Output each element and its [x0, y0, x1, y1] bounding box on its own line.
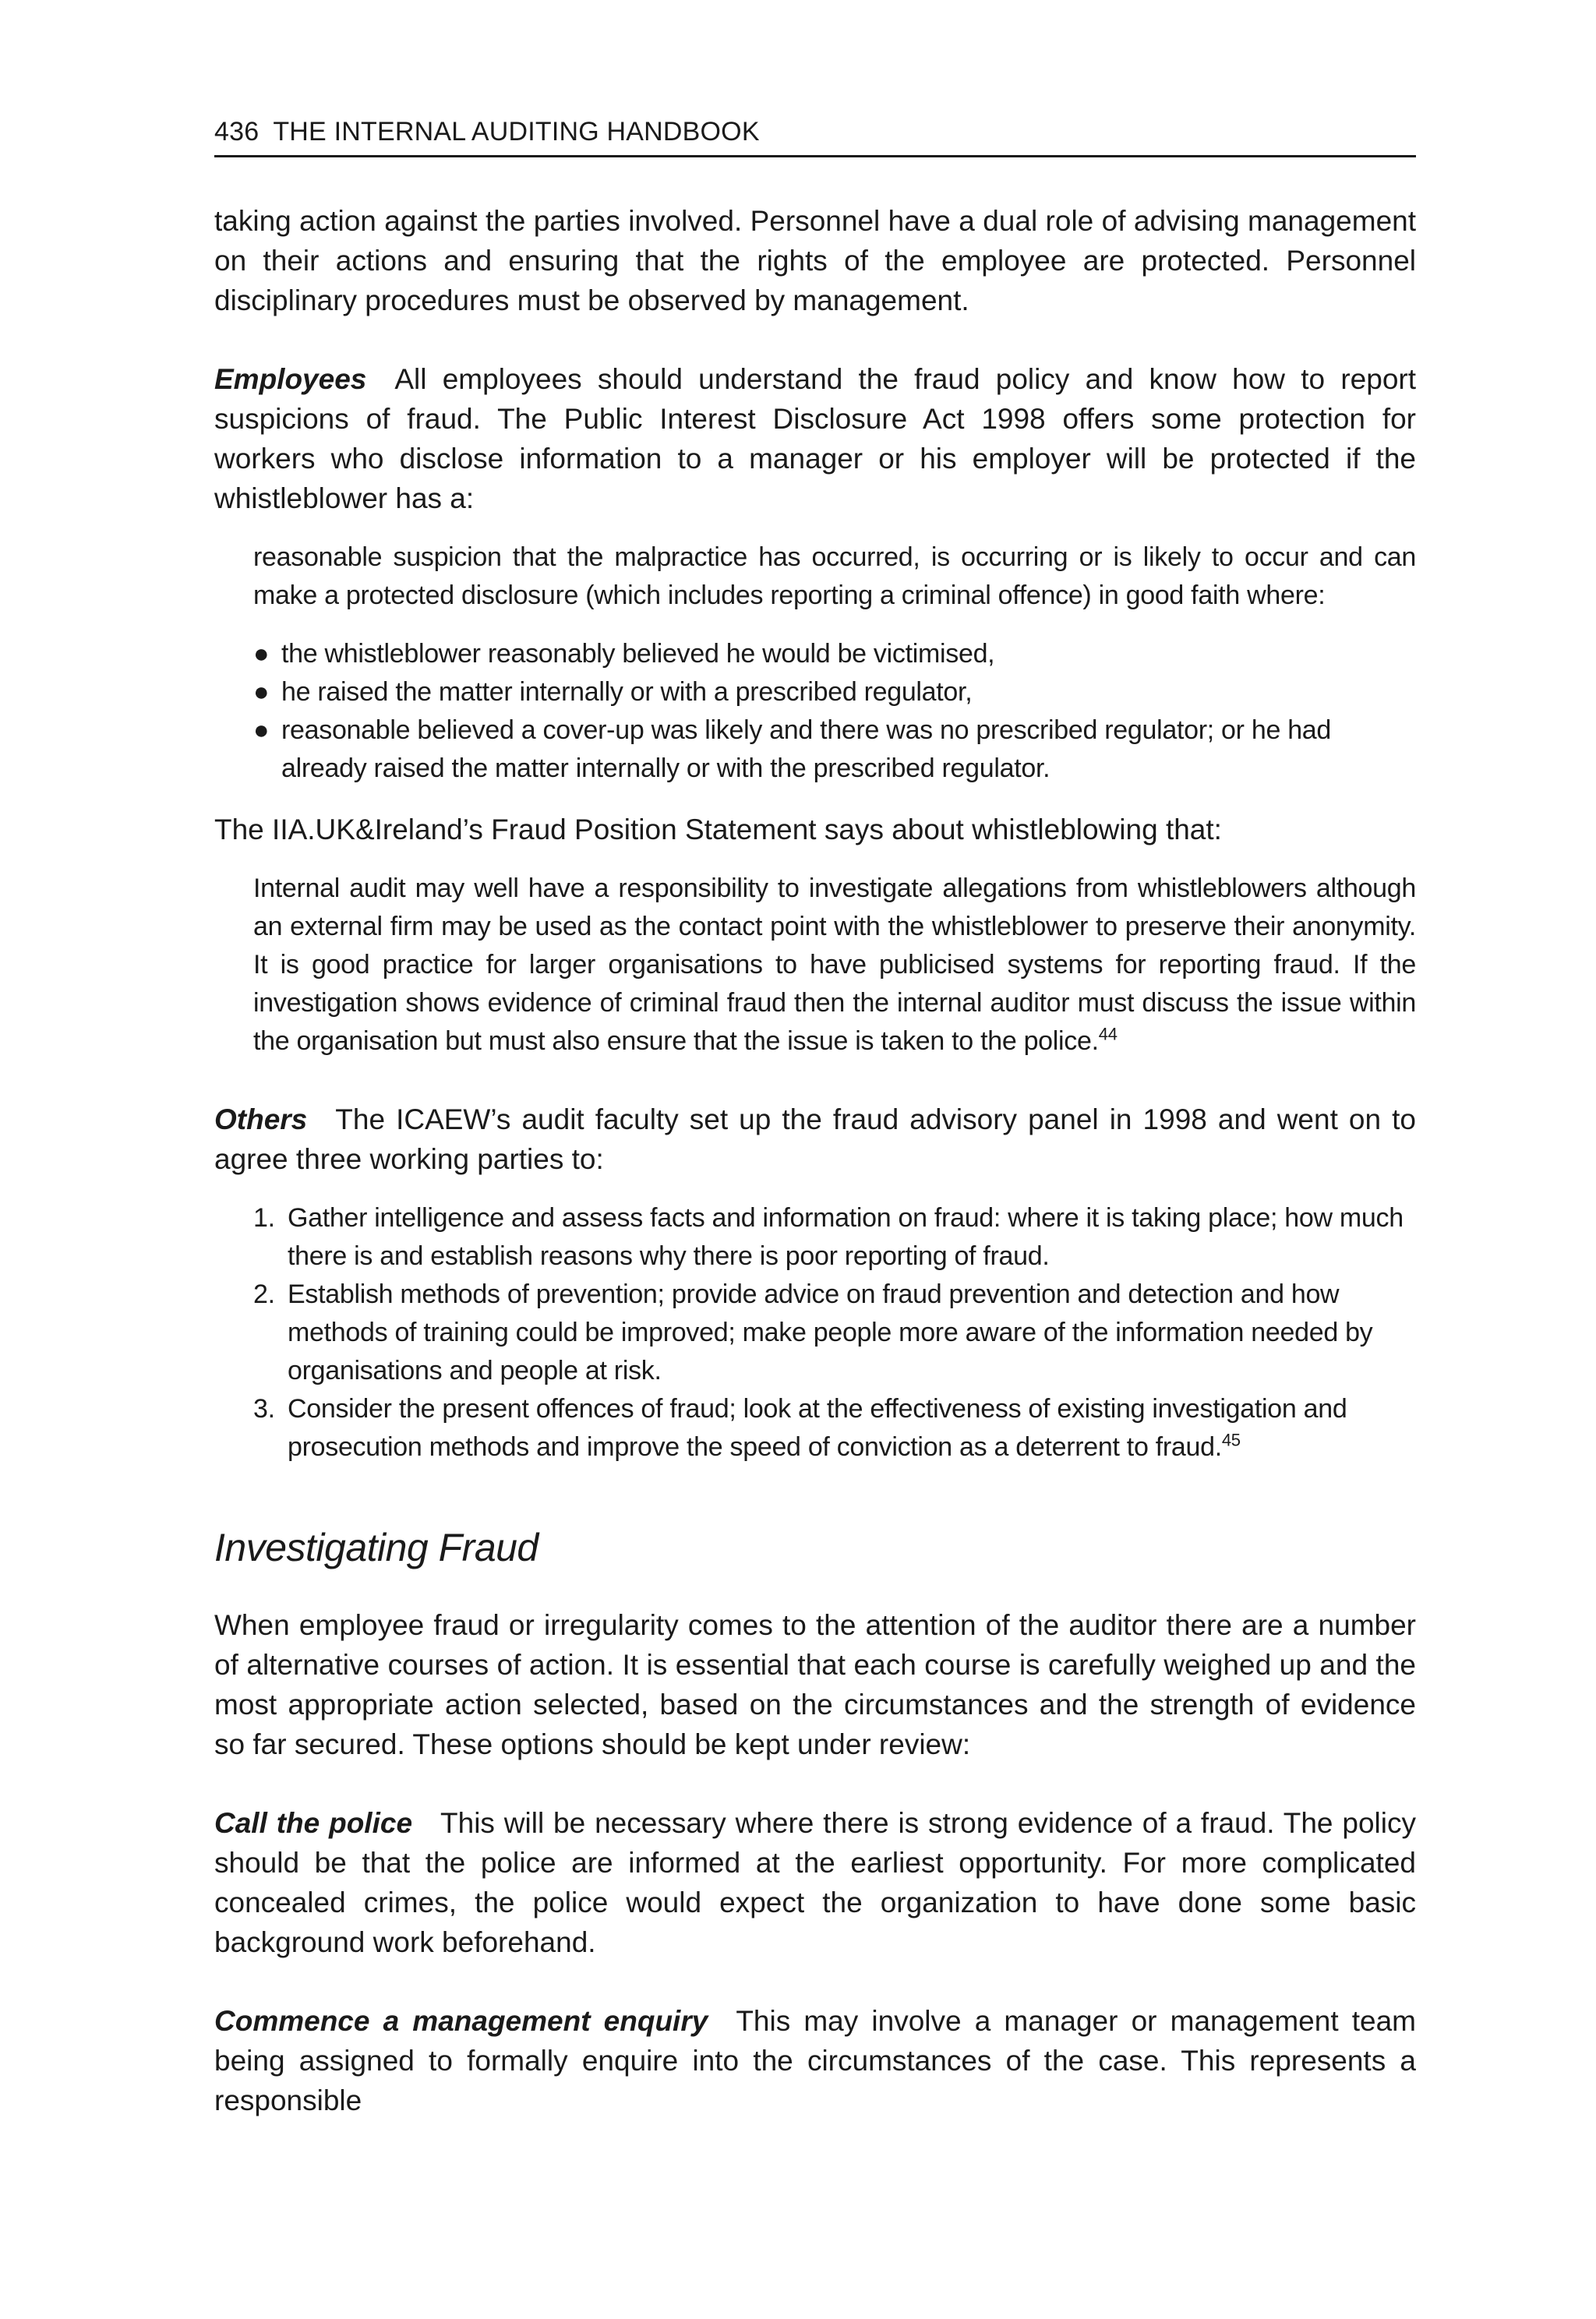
paragraph-iia-statement: The IIA.UK&Ireland’s Fraud Position Statement says about whistleblowing that: — [214, 814, 1222, 845]
list-item: ● reasonable believed a cover-up was likely and there was no prescribed regulator; or he had already raised the matter internally or with the prescribed regulator. — [253, 711, 1416, 788]
paragraph-others — [214, 1099, 1416, 1179]
enquiry-text: This may involve a manager or management team being assigned to formally enquire into the circumstances of the case. This represents a responsible — [214, 2005, 1416, 2116]
list-item: 1. Gather intelligence and assess facts and information on fraud: where it is taking place; how much there is and establish reasons why there is poor reporting of fraud. — [253, 1203, 1404, 1271]
footnote-ref: 45 — [1221, 1430, 1241, 1450]
quote-disclosure: reasonable suspicion that the malpractice has occurred, is occurring or is likely to occur and can make a protected disclosure (which includes reporting a criminal offence) in good faith where: — [253, 542, 1416, 610]
quote-internal-audit: Internal audit may well have a responsibility to investigate allegations from whistleblowers although an external firm may be used as the contact point with the whistleblower to preserve their anonymity. It is good practice for larger organisations to have publicised systems for reporting fraud. If the investigation shows evidence of criminal fraud then the internal auditor must discuss the issue within the organisation but must also ensure that the issue is taken to the police.$^{44}$ — [253, 874, 1416, 1056]
running-header — [214, 117, 1416, 157]
paragraph-personnel: taking action against the parties involved. Personnel have a dual role of advising management on their actions and ensuring that the rights of the employee are protected. Personnel disciplinary procedures must be observed by management. — [214, 205, 1416, 316]
list-item: 2. Establish methods of prevention; provide advice on fraud prevention and detection and how methods of training could be improved; make people more aware of the information needed by organisations and people at risk. — [253, 1280, 1373, 1385]
employees-text: All employees should understand the fraud policy and know how to report suspicions of fraud. The Public Interest Disclosure Act 1998 offers some protection for workers who disclose information to a manager or his employer will be protected if the whistleblower has a: — [214, 363, 1416, 514]
page-number: 436 — [214, 117, 260, 146]
paragraph-investigating-intro: When employee fraud or irregularity comes to the attention of the auditor there are a number of alternative courses of action. It is essential that each course is carefully weighed up and the most appropriate action selected, based on the circumstances and the strength of evidence so far secured. These options should be kept under review: — [214, 1609, 1416, 1760]
paragraph-management-enquiry — [214, 2001, 1416, 2120]
numbered-list-working-parties — [214, 1199, 1416, 1467]
section-heading: Investigating Fraud — [214, 1526, 538, 1569]
running-title: THE INTERNAL AUDITING HANDBOOK — [273, 117, 760, 146]
runin-heading-enquiry: Commence a management enquiry — [214, 2005, 708, 2037]
paragraph-call-police — [214, 1803, 1416, 1962]
list-item: ● he raised the matter internally or with a prescribed regulator, — [253, 673, 1416, 711]
list-item: 3. Consider the present offences of fraud; look at the effectiveness of existing investigation and prosecution methods and improve the speed of conviction as a deterrent to fraud.$^{45}$ — [253, 1394, 1347, 1462]
footnote-ref: 44 — [1098, 1024, 1118, 1044]
police-text: This will be necessary where there is strong evidence of a fraud. The policy should be that the police are informed at the earliest opportunity. For more complicated concealed crimes, the police would expect the organization to have done some basic background work beforehand. — [214, 1807, 1416, 1958]
bullet-list-whistleblower — [214, 635, 1416, 788]
runin-heading-others: Others — [214, 1103, 308, 1135]
bullet-icon: ● — [253, 639, 270, 669]
paragraph-employees — [214, 359, 1416, 518]
bullet-icon: ● — [253, 677, 270, 707]
page-body — [214, 201, 1416, 2120]
runin-heading-employees: Employees — [214, 363, 367, 395]
bullet-icon: ● — [253, 715, 270, 745]
others-text: The ICAEW’s audit faculty set up the fraud advisory panel in 1998 and went on to agree three working parties to: — [214, 1103, 1416, 1175]
list-item: ● the whistleblower reasonably believed he would be victimised, — [253, 635, 1416, 673]
runin-heading-police: Call the police — [214, 1807, 413, 1839]
